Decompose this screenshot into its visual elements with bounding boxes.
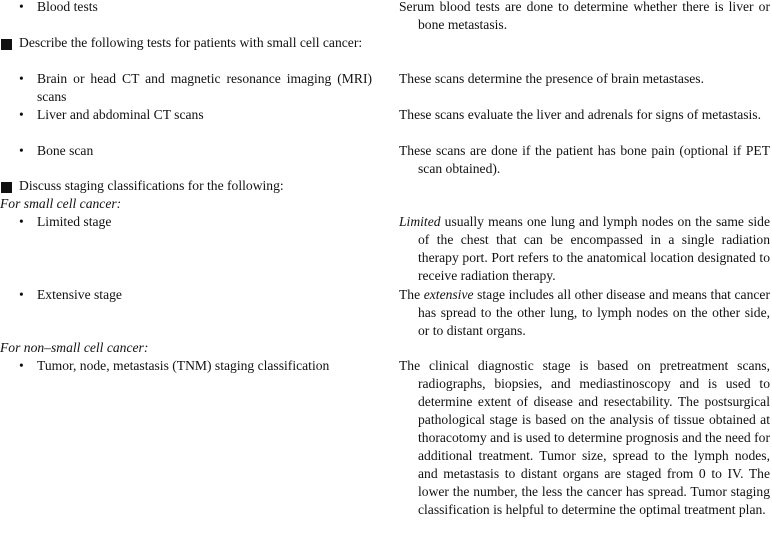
term-brain-ct: Brain or head CT and magnetic resonance imaging (MRI) scans xyxy=(37,71,372,104)
heading-small-cell-tests: Describe the following tests for patients with small cell cancer: xyxy=(19,35,363,50)
bullet: • xyxy=(19,214,24,229)
term-limited-stage: Limited stage xyxy=(37,214,112,229)
desc-limited-stage xyxy=(399,213,770,285)
desc-liver-ct: These scans evaluate the liver and adrenals for signs of metastasis. xyxy=(399,107,761,122)
bullet: • xyxy=(19,71,24,86)
bullet: • xyxy=(19,358,24,373)
desc-extensive-text: stage includes all other disease and means that cancer has spread to the other lung, to lymph nodes on the other side, or to distant organs. xyxy=(418,287,770,338)
term-blood-tests: Blood tests xyxy=(37,0,98,14)
desc-bone-scan: These scans are done if the patient has bone pain (optional if PET scan obtained). xyxy=(399,143,770,176)
label-nsclc: For non–small cell cancer: xyxy=(0,340,149,355)
desc-brain-ct: These scans determine the presence of brain metastases. xyxy=(399,71,704,86)
heading-staging: Discuss staging classifications for the following: xyxy=(19,178,284,193)
desc-tnm: The clinical diagnostic stage is based on pretreatment scans, radiographs, biopsies, and mediastinoscopy and is used to determine extent of disease and resectability. The postsurgical pathological stage is based on the analysis of tissue obtained at thoracotomy and is used to determine prognosis and the need for additional treatment. Tumor size, spread to the lymph nodes, and metastasis to distant organs are staged from 0 to IV. The lower the number, the less the cancer has spread. Tumor staging classification is helpful to determine the optimal treatment plan. xyxy=(399,358,770,517)
bullet: • xyxy=(19,0,24,14)
desc-extensive-stage xyxy=(399,286,770,340)
bullet: • xyxy=(19,107,24,122)
square-bullet-icon xyxy=(1,39,12,50)
term-tnm: Tumor, node, metastasis (TNM) staging classification xyxy=(37,358,330,373)
desc-blood-tests: Serum blood tests are done to determine whether there is liver or bone metastasis. xyxy=(399,0,770,32)
emphasis-extensive: extensive xyxy=(423,287,474,302)
label-small-cell: For small cell cancer: xyxy=(0,196,122,211)
term-liver-ct: Liver and abdominal CT scans xyxy=(37,107,204,122)
bullet: • xyxy=(19,143,24,158)
term-extensive-stage: Extensive stage xyxy=(37,287,122,302)
emphasis-limited: Limited xyxy=(399,214,441,229)
square-bullet-icon xyxy=(1,182,12,193)
bullet: • xyxy=(19,287,24,302)
desc-limited-text: usually means one lung and lymph nodes on the same side of the chest that can be encompassed in a single radiation therapy port. Port refers to the anatomical location designated to receive radiation therapy. xyxy=(418,214,770,283)
term-bone-scan: Bone scan xyxy=(37,143,94,158)
desc-extensive-pre: The xyxy=(399,287,424,302)
